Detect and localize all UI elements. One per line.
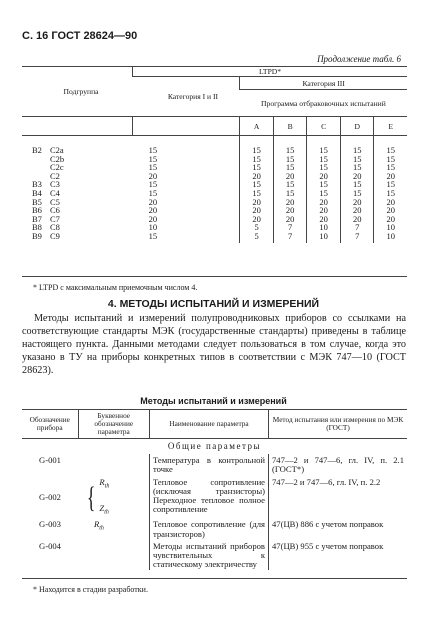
row-code: G-004 xyxy=(39,540,61,551)
row-subgroup: B6 C6 xyxy=(32,205,60,216)
row-value: 20 xyxy=(307,198,341,207)
row-cat12: 15 xyxy=(148,145,158,155)
row-value: 15 xyxy=(307,136,341,155)
row-value: 15 xyxy=(240,163,274,172)
row-value: 20 xyxy=(307,172,341,181)
brace-icon: { xyxy=(86,480,96,514)
row-value: 15 xyxy=(340,180,374,189)
table-row: G-002 { $R_{th}$ $Z_{th}$ Тепловое сопротивление (исключая транзисторы) Переходное тепловое полное сопротивление 747—2 и 747—6, гл. IV, п. 2.2 xyxy=(22,476,407,519)
row-cat12: 10 xyxy=(148,222,158,233)
methods-table-caption: Методы испытаний и измерений xyxy=(140,396,287,406)
row-subgroup: B9 C9 xyxy=(32,230,60,241)
row-value: 20 xyxy=(240,172,274,181)
row-subgroup: B8 C8 xyxy=(32,222,60,233)
row-value: 15 xyxy=(307,163,341,172)
table-row xyxy=(22,172,407,181)
col-parameter-name: Наименование параметра xyxy=(150,410,269,439)
row-value: 15 xyxy=(273,155,307,164)
row-method: 747—2 и 747—6, гл. IV, п. 2.1 (ГОСТ*) xyxy=(269,454,408,475)
row-value: 15 xyxy=(340,163,374,172)
row-method: 747—2 и 747—6, гл. IV, п. 2.2 xyxy=(269,476,408,519)
row-method: 47(ЦВ) 886 с учетом поправок xyxy=(269,518,408,539)
row-value: 20 xyxy=(307,206,341,215)
table-continuation-label: Продолжение табл. 6 xyxy=(317,54,401,64)
col-letter-d: D xyxy=(340,117,374,136)
row-name: Тепловое сопротивление (для транзисторов) xyxy=(150,518,269,539)
col-letter-c: C xyxy=(307,117,341,136)
row-value: 20 xyxy=(374,215,407,224)
row-value: 20 xyxy=(340,172,374,181)
col-letter-designation: Буквенное обозначение параметра xyxy=(78,410,150,439)
row-value: 15 xyxy=(374,189,407,198)
row-subgroup: B4 C4 xyxy=(32,187,60,198)
row-value: 7 xyxy=(340,232,374,243)
row-value: 15 xyxy=(240,180,274,189)
row-code: G-002 xyxy=(39,491,61,502)
row-value: 15 xyxy=(374,136,407,155)
row-subgroup: C2b xyxy=(50,153,65,164)
col-category-3: Категория III xyxy=(240,77,407,90)
methods-table xyxy=(22,409,407,570)
row-value: 20 xyxy=(340,206,374,215)
row-value: 15 xyxy=(240,189,274,198)
table-row xyxy=(22,198,407,207)
row-cat12: 15 xyxy=(148,187,158,198)
row-cat12: 20 xyxy=(148,213,158,224)
row-value: 20 xyxy=(307,215,341,224)
col-letter-a: A xyxy=(240,117,274,136)
section-paragraph: Методы испытаний и измерений полупроводниковых приборов со ссылками на соответствующие стандарты МЭК (государственные стандарты) приведены в таблице настоящего пункта. Данными методами следует пользоваться в том случае, когда это указано в ТУ на приборы конкретных типов в соответствии с МЭК 747—10 (ГОСТ 28623). xyxy=(22,313,406,377)
row-value: 20 xyxy=(273,198,307,207)
row-cat12: 15 xyxy=(148,230,158,241)
row-value: 10 xyxy=(374,223,407,232)
row-value: 15 xyxy=(374,180,407,189)
row-name: Методы испытаний приборов чувствительных к статическому электричеству xyxy=(150,540,269,571)
col-method: Метод испытания или измерения по МЭК (ГОСТ) xyxy=(269,410,408,439)
table-row xyxy=(22,215,407,224)
row-value: 15 xyxy=(307,180,341,189)
table-row xyxy=(22,454,407,475)
row-value: 15 xyxy=(240,155,274,164)
symbol-z: Z xyxy=(99,502,105,513)
row-name: Температура в контрольной точке xyxy=(150,454,269,475)
row-value: 15 xyxy=(374,155,407,164)
row-value: 5 xyxy=(240,232,274,243)
row-value: 10 xyxy=(307,223,341,232)
row-value: 5 xyxy=(240,223,274,232)
methods-table-bottom-rule xyxy=(22,578,407,579)
row-value: 10 xyxy=(374,232,407,243)
row-value: 20 xyxy=(273,206,307,215)
table-row xyxy=(22,223,407,232)
row-subgroup: B7 C7 xyxy=(32,213,60,224)
col-letter-e: E xyxy=(374,117,407,136)
row-value: 15 xyxy=(273,136,307,155)
row-value: 20 xyxy=(273,172,307,181)
row-value: 15 xyxy=(273,180,307,189)
row-value: 15 xyxy=(240,136,274,155)
row-value: 15 xyxy=(273,189,307,198)
row-value: 15 xyxy=(374,163,407,172)
row-code: G-003 xyxy=(39,519,61,530)
row-value: 20 xyxy=(340,215,374,224)
group-title: Общие параметры xyxy=(167,441,262,451)
table-bottom-rule xyxy=(22,276,407,277)
table-row xyxy=(22,180,407,189)
row-value: 15 xyxy=(340,155,374,164)
table-row xyxy=(22,163,407,172)
table-row xyxy=(22,540,407,571)
row-code: G-001 xyxy=(39,455,61,466)
row-cat12: 20 xyxy=(148,205,158,216)
col-program: Программа отбраковочных испытаний xyxy=(240,90,407,117)
ltpd-footnote: * LTPD с максимальным приемочным числом 4. xyxy=(33,283,198,292)
row-value: 20 xyxy=(374,206,407,215)
row-cat12: 20 xyxy=(148,170,158,181)
row-cat12: 15 xyxy=(148,153,158,164)
row-subgroup: B3 C3 xyxy=(32,179,60,190)
table-row xyxy=(22,232,407,243)
row-value: 15 xyxy=(307,155,341,164)
row-value: 15 xyxy=(340,136,374,155)
row-value: 15 xyxy=(340,189,374,198)
col-letter-b: B xyxy=(273,117,307,136)
symbol-r: R xyxy=(94,519,100,530)
row-subgroup: C2c xyxy=(50,162,64,173)
col-designation: Обозначение прибора xyxy=(22,410,78,439)
row-value: 20 xyxy=(273,215,307,224)
row-subgroup: C2 xyxy=(50,170,60,181)
ltpd-table xyxy=(22,66,407,243)
row-subgroup: B5 C5 xyxy=(32,196,60,207)
symbol-r: R xyxy=(99,476,105,487)
table-row xyxy=(22,136,407,155)
col-category-1-2: Категория I и II xyxy=(133,77,240,117)
row-name: Тепловое сопротивление (исключая транзисторы) Переходное тепловое полное сопротивление xyxy=(150,476,269,519)
row-value: 15 xyxy=(307,189,341,198)
row-subgroup: B2 C2a xyxy=(32,145,64,155)
col-subgroup: Подгруппа xyxy=(22,67,133,117)
table-row xyxy=(22,189,407,198)
row-value: 20 xyxy=(340,198,374,207)
row-value: 15 xyxy=(273,163,307,172)
row-cat12: 15 xyxy=(148,179,158,190)
row-cat12: 20 xyxy=(148,196,158,207)
row-value: 7 xyxy=(273,232,307,243)
row-value: 7 xyxy=(340,223,374,232)
row-value: 7 xyxy=(273,223,307,232)
table-row xyxy=(22,155,407,164)
row-cat12: 15 xyxy=(148,162,158,173)
table-row: G-003 $R_{th}$ Тепловое сопротивление (для транзисторов) 47(ЦВ) 886 с учетом поправок xyxy=(22,518,407,539)
row-value: 20 xyxy=(374,198,407,207)
row-value: 20 xyxy=(240,206,274,215)
row-value: 10 xyxy=(307,232,341,243)
row-value: 20 xyxy=(240,215,274,224)
section-title: 4. МЕТОДЫ ИСПЫТАНИЙ И ИЗМЕРЕНИЙ xyxy=(107,298,320,310)
row-value: 20 xyxy=(374,172,407,181)
methods-footnote: * Находится в стадии разработки. xyxy=(33,585,148,594)
row-value: 20 xyxy=(240,198,274,207)
row-method: 47(ЦВ) 955 с учетом поправок xyxy=(269,540,408,571)
table-row xyxy=(22,206,407,215)
page-header: С. 16 ГОСТ 28624—90 xyxy=(22,30,138,42)
col-ltpd: LTPD* xyxy=(133,67,407,77)
